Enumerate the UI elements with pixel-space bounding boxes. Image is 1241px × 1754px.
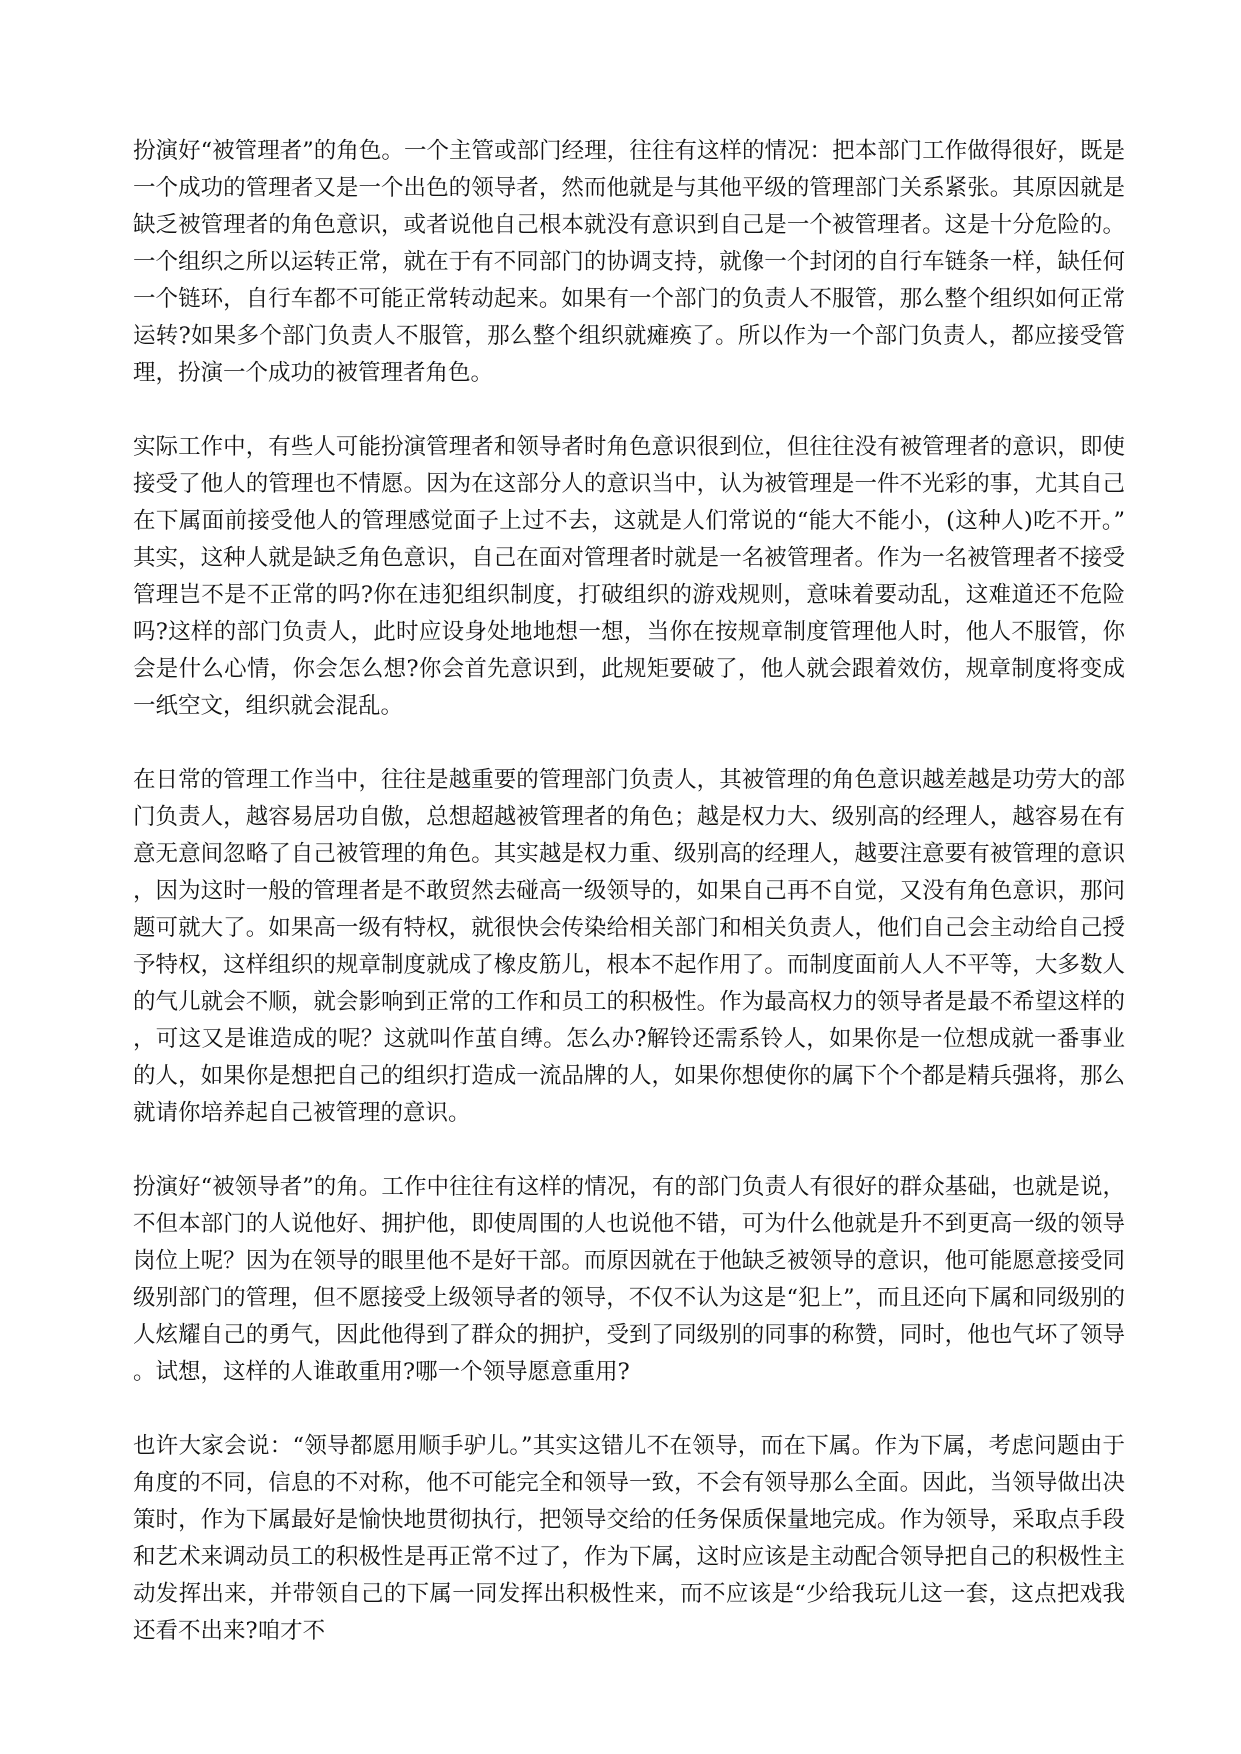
document-page bbox=[133, 133, 1125, 1653]
paragraph-daily-management: 在日常的管理工作当中，往往是越重要的管理部门负责人，其被管理的角色意识越差越是功劳大的部门负责人，越容易居功自傲，总想超越被管理者的角色；越是权力大、级别高的经理人，越容易在有意无意间忽略了自己被管理的角色。其实越是权力重、级别高的经理人，越要注意要有被管理的意识，因为这时一般的管理者是不敢贸然去碰高一级领导的，如果自己再不自觉，又没有角色意识，那问题可就大了。如果高一级有特权，就很快会传染给相关部门和相关负责人，他们自己会主动给自己授予特权，这样组织的规章制度就成了橡皮筋儿，根本不起作用了。而制度面前人人不平等，大多数人的气儿就会不顺，就会影响到正常的工作和员工的积极性。作为最高权力的领导者是最不希望这样的，可这又是谁造成的呢？这就叫作茧自缚。怎么办?解铃还需系铃人，如果你是一位想成就一番事业的人，如果你是想把自己的组织打造成一流品牌的人，如果你想使你的属下个个都是精兵强将，那么就请你培养起自己被管理的意识。 bbox=[133, 767, 1125, 1126]
paragraph-role-awareness: 实际工作中，有些人可能扮演管理者和领导者时角色意识很到位，但往往没有被管理者的意识，即使接受了他人的管理也不情愿。因为在这部分人的意识当中，认为被管理是一件不光彩的事，尤其自己在下属面前接受他人的管理感觉面子上过不去，这就是人们常说的“能大不能小，(这种人)吃不开。”其实，这种人就是缺乏角色意识，自己在面对管理者时就是一名被管理者。作为一名被管理者不接受管理岂不是不正常的吗?你在违犯组织制度，打破组织的游戏规则，意味着要动乱，这难道还不危险吗?这样的部门负责人，此时应设身处地地想一想，当你在按规章制度管理他人时，他人不服管，你会是什么心情，你会怎么想?你会首先意识到，此规矩要破了，他人就会跟着效仿，规章制度将变成一纸空文，组织就会混乱。 bbox=[133, 434, 1125, 719]
paragraph-managed-role: 扮演好“被管理者”的角色。一个主管或部门经理，往往有这样的情况：把本部门工作做得很好，既是一个成功的管理者又是一个出色的领导者，然而他就是与其他平级的管理部门关系紧张。其原因就是缺乏被管理者的角色意识，或者说他自己根本就没有意识到自己是一个被管理者。这是十分危险的。一个组织之所以运转正常，就在于有不同部门的协调支持，就像一个封闭的自行车链条一样，缺任何一个链环，自行车都不可能正常转动起来。如果有一个部门的负责人不服管，那么整个组织如何正常运转?如果多个部门负责人不服管，那么整个组织就瘫痪了。所以作为一个部门负责人，都应接受管理，扮演一个成功的被管理者角色。 bbox=[133, 138, 1125, 386]
paragraph-led-role: 扮演好“被领导者”的角。工作中往往有这样的情况，有的部门负责人有很好的群众基础，也就是说，不但本部门的人说他好、拥护他，即使周围的人也说他不错，可为什么他就是升不到更高一级的领导岗位上呢？因为在领导的眼里他不是好干部。而原因就在于他缺乏被领导的意识，他可能愿意接受同级别部门的管理，但不愿接受上级领导者的领导，不仅不认为这是“犯上”，而且还向下属和同级别的人炫耀自己的勇气，因此他得到了群众的拥护，受到了同级别的同事的称赞，同时，他也气坏了领导。试想，这样的人谁敢重用?哪一个领导愿意重用? bbox=[133, 1174, 1125, 1385]
paragraph-subordinate-attitude: 也许大家会说：“领导都愿用顺手驴儿。”其实这错儿不在领导，而在下属。作为下属，考虑问题由于角度的不同，信息的不对称，他不可能完全和领导一致，不会有领导那么全面。因此，当领导做出决策时，作为下属最好是愉快地贯彻执行，把领导交给的任务保质保量地完成。作为领导，采取点手段和艺术来调动员工的积极性是再正常不过了，作为下属，这时应该是主动配合领导把自己的积极性主动发挥出来，并带领自己的下属一同发挥出积极性来，而不应该是“少给我玩儿这一套，这点把戏我还看不出来?咱才不 bbox=[133, 1433, 1125, 1644]
